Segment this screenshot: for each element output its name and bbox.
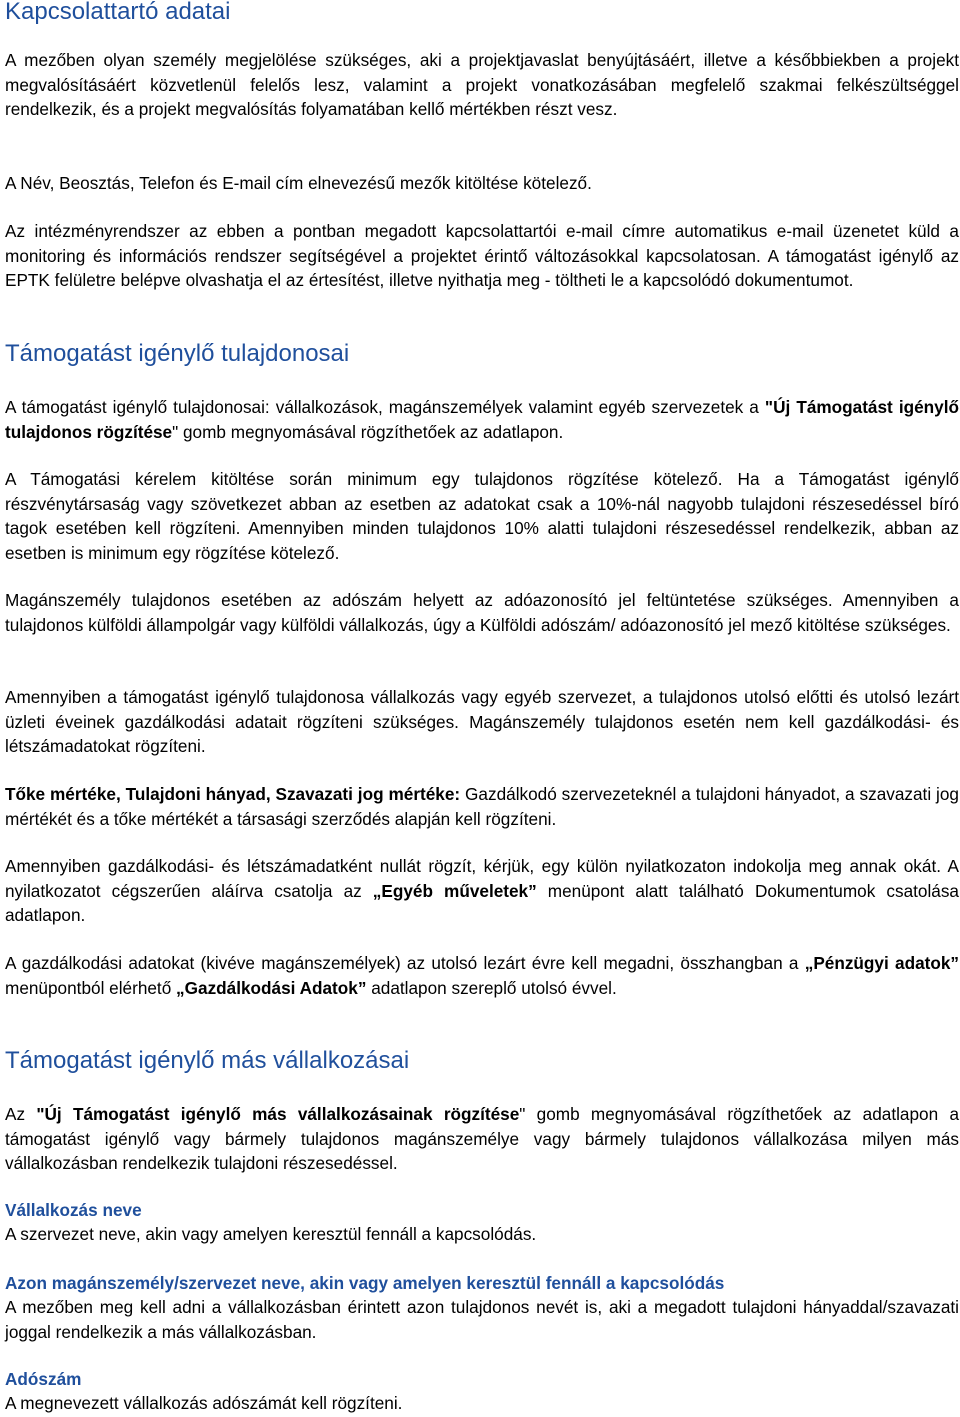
paragraph: Az intézményrendszer az ebben a pontban megadott kapcsolattartói e-mail címre automatikus e-mail üzenetet küld a monitoring és információs rendszer segítségével a projektet érintő változásokkal kapcsolatosan. A támogatást igénylő az EPTK felületre belépve olvashatja el az értesítést, illetve nyithatja meg - töltheti le a kapcsolódó dokumentumot. <box>5 221 959 290</box>
paragraph: Tőke mértéke, Tulajdoni hányad, Szavazati jog mértéke: Gazdálkodó szervezeteknél a tulajdoni hányadot, a szavazati jog mértékét és a tőke mértékét a társasági szerződés alapján kell rögzíteni. <box>5 784 959 829</box>
field-label-adoszam: Adószám <box>5 1369 82 1389</box>
section-title-mas-vallalkozasai: Támogatást igénylő más vállalkozásai <box>5 1047 410 1074</box>
paragraph: A mezőben olyan személy megjelölése szükséges, aki a projektjavaslat benyújtásáért, illetve a későbbiekben a projekt megvalósításáért közvetlenül felelős lesz, valamint a projekt vonatkozásában megfelelő szakmai felkészültséggel rendelkezik, és a projekt megvalósítás folyamatában kellő mértékben részt vesz. <box>5 50 959 119</box>
field-description: A megnevezett vállalkozás adószámát kell rögzíteni. <box>5 1393 403 1413</box>
field-label-vallalkozas-neve: Vállalkozás neve <box>5 1200 142 1220</box>
field-description: A szervezet neve, akin vagy amelyen keresztül fennáll a kapcsolódás. <box>5 1224 537 1244</box>
paragraph: Amennyiben gazdálkodási- és létszámadatként nullát rögzít, kérjük, egy külön nyilatkozaton indokolja meg annak okát. A nyilatkozatot cégszerűen aláírva csatolja az „Egyéb műveletek” menüpont alatt található Dokumentumok csatolása adatlapon. <box>5 856 959 925</box>
paragraph: Magánszemély tulajdonos esetében az adószám helyett az adóazonosító jel feltüntetése szükséges. Amennyiben a tulajdonos külföldi állampolgár vagy külföldi vállalkozás, úgy a Külföldi adószám/ adóazonosító jel mező kitöltése szükséges. <box>5 590 959 635</box>
paragraph: Amennyiben a támogatást igénylő tulajdonosa vállalkozás vagy egyéb szervezet, a tulajdonos utolsó előtti és utolsó lezárt üzleti éveinek gazdálkodási adatait rögzíteni szükséges. Magánszemély tulajdonos esetén nem kell gazdálkodási- és létszámadatokat rögzíteni. <box>5 687 959 756</box>
paragraph: Az "Új Támogatást igénylő más vállalkozásainak rögzítése" gomb megnyomásával rögzíthetőek az adatlapon a támogatást igénylő vagy bármely tulajdonos magánszemélye vagy bármely tulajdonos vállalkozása milyen más vállalkozásban rendelkezik tulajdoni részesedéssel. <box>5 1104 959 1173</box>
paragraph: A gazdálkodási adatokat (kivéve magánszemélyek) az utolsó lezárt évre kell megadni, összhangban a „Pénzügyi adatok” menüpontból elérhető „Gazdálkodási Adatok” adatlapon szereplő utolsó évvel. <box>5 953 959 998</box>
paragraph: A támogatást igénylő tulajdonosai: vállalkozások, magánszemélyek valamint egyéb szervezetek a "Új Támogatást igénylő tulajdonos rögzítése" gomb megnyomásával rögzíthetőek az adatlapon. <box>5 397 959 442</box>
field-description: A mezőben meg kell adni a vállalkozásban érintett azon tulajdonos nevét is, aki a megadott tulajdoni hányaddal/szavazati joggal rendelkezik a más vállalkozásban. <box>5 1297 959 1342</box>
paragraph: A Támogatási kérelem kitöltése során minimum egy tulajdonos rögzítése kötelező. Ha a Támogatást igénylő részvénytársaság vagy szövetkezet abban az esetben az adatokat csak a 10%-nál nagyobb tulajdoni részesedéssel bíró tagok esetében kell rögzíteni. Amennyiben minden tulajdonos 10% alatti tulajdoni részesedéssel rendelkezik, abban az esetben is minimum egy rögzítése kötelező. <box>5 469 959 563</box>
field-label-kapcsolodas: Azon magánszemély/szervezet neve, akin vagy amelyen keresztül fennáll a kapcsolódás <box>5 1273 725 1293</box>
section-title-tulajdonosok: Támogatást igénylő tulajdonosai <box>5 340 350 367</box>
section-title-kapcsolattarto: Kapcsolattartó adatai <box>5 0 231 25</box>
paragraph: A Név, Beosztás, Telefon és E-mail cím elnevezésű mezők kitöltése kötelező. <box>5 173 592 193</box>
